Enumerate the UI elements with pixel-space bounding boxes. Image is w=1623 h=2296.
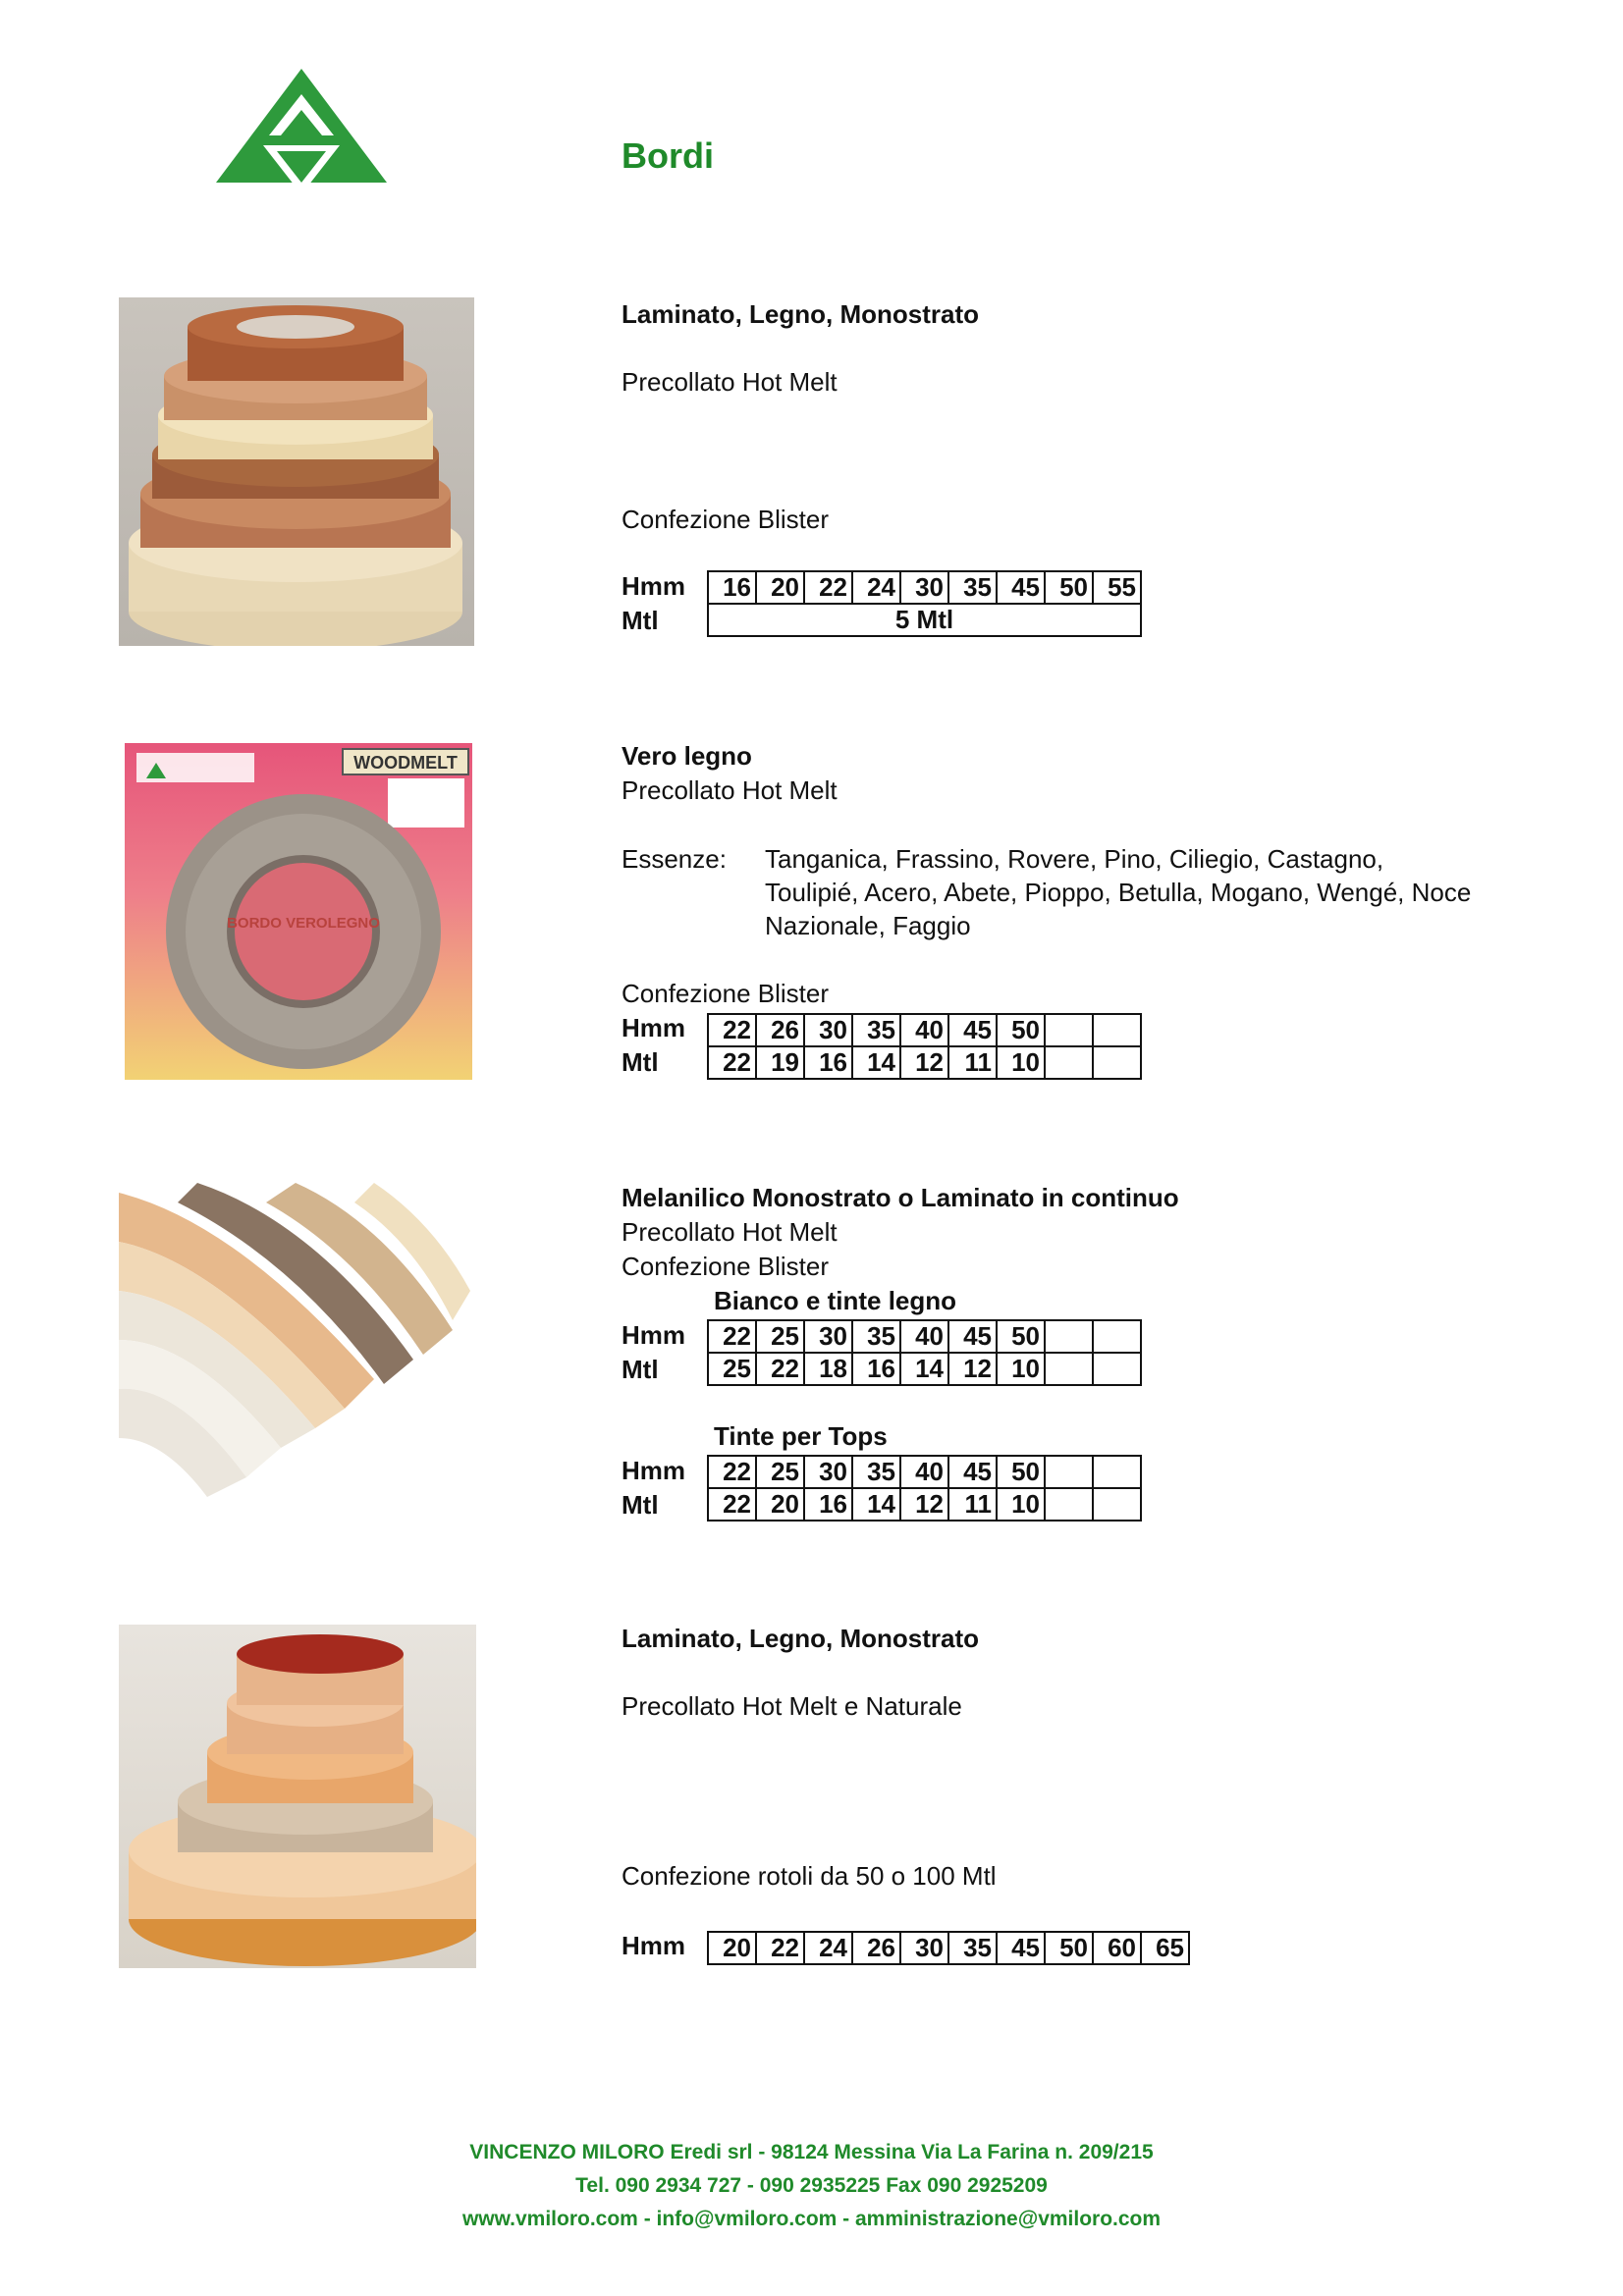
table-cell: 35 xyxy=(852,1320,900,1353)
table-cell xyxy=(1045,1488,1093,1521)
table-cell: 22 xyxy=(708,1014,756,1046)
table-cell: 60 xyxy=(1093,1932,1141,1964)
footer-phone: Tel. 090 2934 727 - 090 2935225 Fax 090 2925209 xyxy=(575,2174,1048,2197)
table-cell: 11 xyxy=(948,1046,997,1079)
melamine-strips-photo xyxy=(119,1183,472,1507)
table-cell: 30 xyxy=(804,1320,852,1353)
table-cell: 5 Mtl xyxy=(708,604,1141,636)
blister-pack-photo xyxy=(125,743,472,1080)
section-3-group-1-table xyxy=(707,1319,1142,1386)
table-cell xyxy=(1045,1320,1093,1353)
table-cell: 14 xyxy=(900,1353,948,1385)
table-cell: 22 xyxy=(756,1932,804,1964)
table-cell: 12 xyxy=(948,1353,997,1385)
table-cell: 20 xyxy=(708,1932,756,1964)
section-3-group-2-heading: Tinte per Tops xyxy=(714,1421,888,1451)
table-cell: 35 xyxy=(948,1932,997,1964)
woodmelt-brand-label: WOODMELT xyxy=(353,753,458,773)
section-4-subtitle: Precollato Hot Melt e Naturale xyxy=(622,1691,962,1721)
table-cell: 22 xyxy=(708,1488,756,1521)
table-cell: 50 xyxy=(997,1456,1045,1488)
table-cell: 24 xyxy=(804,1932,852,1964)
table-cell xyxy=(1045,1014,1093,1046)
section-4-hmm-label: Hmm xyxy=(622,1931,686,1960)
table-cell: 45 xyxy=(948,1456,997,1488)
table-cell: 11 xyxy=(948,1488,997,1521)
section-3-group-1-hmm-label: Hmm xyxy=(622,1320,686,1350)
table-cell: 14 xyxy=(852,1488,900,1521)
edge-rolls-photo-1 xyxy=(119,297,474,646)
table-cell: 22 xyxy=(708,1046,756,1079)
table-cell: 40 xyxy=(900,1320,948,1353)
page-title: Bordi xyxy=(622,135,714,176)
table-cell: 22 xyxy=(708,1320,756,1353)
table-cell: 25 xyxy=(708,1353,756,1385)
section-1-packaging: Confezione Blister xyxy=(622,505,829,534)
section-1-hmm-label: Hmm xyxy=(622,571,686,601)
table-cell: 20 xyxy=(756,571,804,604)
table-cell: 12 xyxy=(900,1046,948,1079)
table-cell: 10 xyxy=(997,1353,1045,1385)
table-cell: 18 xyxy=(804,1353,852,1385)
section-1-title: Laminato, Legno, Monostrato xyxy=(622,299,979,329)
table-cell: 10 xyxy=(997,1488,1045,1521)
table-cell: 26 xyxy=(852,1932,900,1964)
table-row xyxy=(708,604,1141,636)
table-cell: 20 xyxy=(756,1488,804,1521)
table-cell: 50 xyxy=(1045,571,1093,604)
table-cell xyxy=(1045,1456,1093,1488)
section-2-essenze-list: Tanganica, Frassino, Rovere, Pino, Ciliegio, Castagno, Toulipié, Acero, Abete, Pioppo, Betulla, Mogano, Wengé, Noce Nazionale, Faggio xyxy=(765,844,1472,940)
table-cell: 22 xyxy=(708,1456,756,1488)
section-3-subtitle: Precollato Hot Melt xyxy=(622,1217,838,1247)
footer xyxy=(0,2136,1623,2236)
table-row xyxy=(708,1353,1141,1385)
section-3-group-2-mtl-label: Mtl xyxy=(622,1490,659,1520)
table-cell: 45 xyxy=(997,571,1045,604)
footer-address: VINCENZO MILORO Eredi srl - 98124 Messina Via La Farina n. 209/215 xyxy=(469,2141,1154,2163)
table-cell xyxy=(1093,1014,1141,1046)
table-cell: 26 xyxy=(756,1014,804,1046)
table-cell xyxy=(1093,1320,1141,1353)
section-3-group-2-hmm-label: Hmm xyxy=(622,1456,686,1485)
table-cell: 35 xyxy=(948,571,997,604)
table-cell xyxy=(1045,1353,1093,1385)
footer-web-email: www.vmiloro.com - info@vmiloro.com - amministrazione@vmiloro.com xyxy=(461,2208,1162,2230)
table-row xyxy=(708,1320,1141,1353)
roll-label-text: BORDO VEROLEGNO xyxy=(227,915,380,932)
table-cell: 50 xyxy=(997,1014,1045,1046)
table-cell: 50 xyxy=(1045,1932,1093,1964)
table-cell: 30 xyxy=(900,1932,948,1964)
section-3-group-2-table xyxy=(707,1455,1142,1522)
section-4-title: Laminato, Legno, Monostrato xyxy=(622,1624,979,1653)
table-cell: 50 xyxy=(997,1320,1045,1353)
table-cell: 45 xyxy=(997,1932,1045,1964)
section-1-size-table xyxy=(707,570,1142,637)
table-cell: 16 xyxy=(804,1046,852,1079)
table-cell: 16 xyxy=(804,1488,852,1521)
table-cell xyxy=(1045,1046,1093,1079)
table-cell xyxy=(1093,1488,1141,1521)
table-row xyxy=(708,1488,1141,1521)
table-cell: 16 xyxy=(852,1353,900,1385)
section-2-essenze-label: Essenze: xyxy=(622,844,727,874)
section-2-subtitle: Precollato Hot Melt xyxy=(622,775,838,805)
table-cell: 16 xyxy=(708,571,756,604)
table-cell: 25 xyxy=(756,1320,804,1353)
table-cell: 40 xyxy=(900,1456,948,1488)
table-cell: 19 xyxy=(756,1046,804,1079)
table-cell xyxy=(1093,1456,1141,1488)
table-cell: 35 xyxy=(852,1014,900,1046)
table-cell: 65 xyxy=(1141,1932,1189,1964)
section-2-title: Vero legno xyxy=(622,741,752,771)
table-row xyxy=(708,1932,1189,1964)
table-cell xyxy=(1093,1046,1141,1079)
table-cell: 35 xyxy=(852,1456,900,1488)
table-cell: 45 xyxy=(948,1014,997,1046)
table-cell: 22 xyxy=(756,1353,804,1385)
table-cell: 25 xyxy=(756,1456,804,1488)
section-1-mtl-label: Mtl xyxy=(622,606,659,635)
table-cell: 55 xyxy=(1093,571,1141,604)
table-cell: 10 xyxy=(997,1046,1045,1079)
section-3-group-1-mtl-label: Mtl xyxy=(622,1355,659,1384)
section-3-packaging: Confezione Blister xyxy=(622,1252,829,1281)
table-row xyxy=(708,571,1141,604)
section-2-hmm-label: Hmm xyxy=(622,1013,686,1042)
table-row xyxy=(708,1014,1141,1046)
section-4-size-table xyxy=(707,1931,1190,1965)
table-cell: 24 xyxy=(852,571,900,604)
table-cell: 30 xyxy=(804,1456,852,1488)
section-2-size-table xyxy=(707,1013,1142,1080)
section-2-packaging: Confezione Blister xyxy=(622,979,829,1008)
table-cell: 12 xyxy=(900,1488,948,1521)
company-logo xyxy=(214,67,389,196)
table-cell xyxy=(1093,1353,1141,1385)
section-2-mtl-label: Mtl xyxy=(622,1047,659,1077)
table-cell: 45 xyxy=(948,1320,997,1353)
table-cell: 30 xyxy=(804,1014,852,1046)
edge-rolls-photo-2 xyxy=(119,1625,476,1968)
table-row xyxy=(708,1456,1141,1488)
table-cell: 40 xyxy=(900,1014,948,1046)
table-row xyxy=(708,1046,1141,1079)
section-4-packaging: Confezione rotoli da 50 o 100 Mtl xyxy=(622,1861,997,1891)
section-3-group-1-heading: Bianco e tinte legno xyxy=(714,1286,957,1315)
table-cell: 14 xyxy=(852,1046,900,1079)
table-cell: 30 xyxy=(900,571,948,604)
section-3-title: Melanilico Monostrato o Laminato in continuo xyxy=(622,1183,1179,1212)
section-1-subtitle: Precollato Hot Melt xyxy=(622,367,838,397)
table-cell: 22 xyxy=(804,571,852,604)
